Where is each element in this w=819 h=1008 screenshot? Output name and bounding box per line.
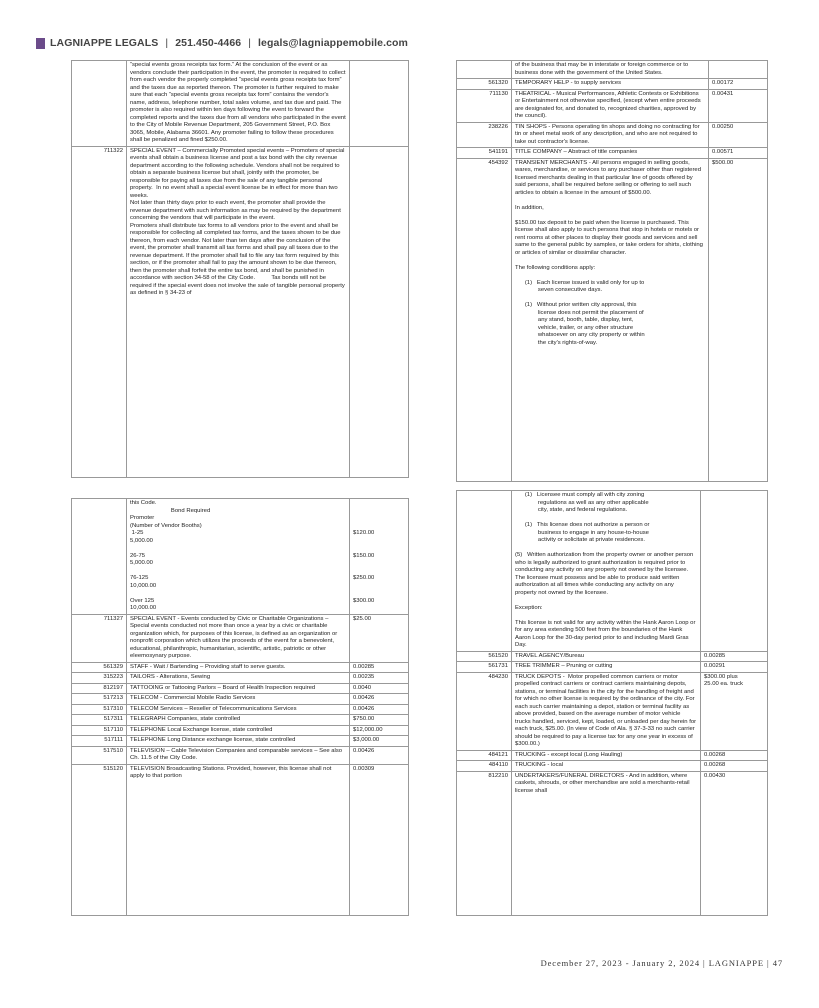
table-row bbox=[457, 673, 767, 751]
license-code: 561320 bbox=[488, 80, 508, 86]
separator: | bbox=[703, 958, 709, 968]
email: legals@lagniappemobile.com bbox=[258, 37, 408, 49]
license-description: TEMPORARY HELP - to supply services bbox=[511, 79, 709, 89]
license-rate: 0.00431 bbox=[712, 90, 734, 97]
table-row bbox=[457, 159, 767, 482]
license-code: 561731 bbox=[488, 663, 508, 669]
license-code: 484230 bbox=[488, 673, 508, 680]
table-row bbox=[457, 662, 767, 673]
license-rate: $500.00 bbox=[712, 159, 734, 166]
license-rate: 0.00285 bbox=[704, 652, 726, 659]
license-description: SPECIAL EVENT - Events conducted by Civic or Charitable Organizations – Special events conducted not more than once a year by a civic or charitable organization which, for purposes of this license, is defined as an organization or nonprofit corporation which utilizes the proceeds of the event for a benevolent, educational, philanthropic, humanitarian, scientific, artistic, patriotic or other eleemosynary purpose. bbox=[126, 615, 350, 662]
license-code: 454392 bbox=[488, 159, 508, 166]
license-rate: 0.00172 bbox=[712, 80, 734, 86]
page-header bbox=[36, 36, 408, 50]
table-row bbox=[72, 765, 408, 916]
table-row bbox=[457, 61, 767, 79]
license-description: TITLE COMPANY – Abstract of title companies bbox=[511, 148, 709, 158]
brand-square-icon bbox=[36, 38, 45, 49]
table-row bbox=[457, 123, 767, 149]
license-code: 238226 bbox=[488, 123, 508, 130]
brand-name: LAGNIAPPE LEGALS bbox=[50, 37, 159, 49]
license-rate: 0.0040 bbox=[353, 684, 372, 691]
table-row bbox=[72, 715, 408, 726]
license-rate: $750.00 bbox=[353, 716, 375, 722]
license-rate: 0.00426 bbox=[353, 705, 375, 712]
license-description: of the business that may be in interstate or foreign commerce or to business done with the government of the United States. bbox=[511, 61, 709, 78]
table-row bbox=[457, 652, 767, 663]
license-code: 517311 bbox=[103, 716, 123, 722]
table-row bbox=[72, 663, 408, 674]
table-row bbox=[457, 772, 767, 916]
phone: 251.450-4466 bbox=[175, 37, 242, 49]
license-code: 561520 bbox=[488, 652, 508, 659]
footer-page-number: 47 bbox=[772, 958, 783, 968]
license-code: 517213 bbox=[103, 695, 123, 701]
license-rate: 0.00309 bbox=[353, 765, 375, 772]
page-footer bbox=[541, 958, 783, 968]
license-code: 561329 bbox=[103, 663, 123, 670]
license-description: STAFF - Wait / Bartending – Providing staff to serve guests. bbox=[126, 663, 350, 673]
license-description: TELEVISION Broadcasting Stations. Provided, however, this license shall not apply to that portion bbox=[126, 765, 350, 916]
license-code: 515120 bbox=[103, 765, 123, 772]
legal-table-top-right bbox=[456, 60, 768, 482]
license-rate bbox=[709, 61, 767, 78]
table-row bbox=[72, 726, 408, 737]
legal-table-top-left bbox=[71, 60, 409, 478]
license-rate: 0.00571 bbox=[712, 149, 734, 155]
table-row bbox=[72, 684, 408, 695]
license-description: “special events gross receipts tax form.” At the conclusion of the event or as vendors conclude their participation in the event, the promoter is required to collect from each vendor the properly completed “special events gross receipts tax form” and the taxes due as reported thereon. The promoter is further required to make sure that each “special events gross receipts tax form” contains the vendor's name, address, telephone number, total sales volume, and tax due and paid. The promoter is also required within ten days following the event to forward the completed reports and the taxes due from all vendors who participated in the event to the City of Mobile Revenue Department, 205 Government Street, P.O. Box 3065, Mobile, Alabama 36601. Any promoter failing to follow these procedures shall be penalized and fined $250.00. bbox=[126, 61, 350, 146]
license-code: 517110 bbox=[103, 726, 123, 733]
license-code: 484121 bbox=[488, 751, 508, 758]
license-code: 517111 bbox=[104, 737, 123, 743]
table-row bbox=[457, 751, 767, 762]
table-row bbox=[72, 736, 408, 747]
footer-date: December 27, 2023 - January 2, 2024 bbox=[540, 958, 701, 968]
license-description: TRAVEL AGENCY/Bureau bbox=[511, 652, 701, 662]
license-rate bbox=[701, 491, 767, 651]
table-row bbox=[457, 761, 767, 772]
separator: | bbox=[248, 37, 252, 49]
table-row bbox=[457, 491, 767, 652]
separator: | bbox=[767, 958, 773, 968]
license-rate: 0.00430 bbox=[704, 772, 726, 779]
license-description: TELEVISION – Cable Television Companies and comparable services – See also Ch. 11.5 of the City Code. bbox=[126, 747, 350, 764]
license-rate: 0.00268 bbox=[704, 762, 726, 768]
license-code: 517310 bbox=[103, 705, 123, 712]
table-row bbox=[72, 499, 408, 615]
legal-table-bottom-left bbox=[71, 498, 409, 916]
license-description: TREE TRIMMER – Pruning or cutting bbox=[511, 662, 701, 672]
license-rate: $120.00 $150.00 $250.00 $300.00 bbox=[353, 530, 375, 604]
license-rate: $3,000.00 bbox=[353, 737, 380, 743]
license-rate: 0.00426 bbox=[353, 747, 375, 754]
license-description: TELECOM Services – Reseller of Telecommunications Services bbox=[126, 705, 350, 715]
table-row bbox=[72, 747, 408, 765]
license-code: 711130 bbox=[489, 90, 508, 97]
table-row bbox=[457, 90, 767, 123]
license-code: 541191 bbox=[488, 149, 508, 155]
license-description: TELECOM - Commercial Mobile Radio Services bbox=[126, 694, 350, 704]
license-description: SPECIAL EVENT – Commercially Promoted special events – Promoters of special events shall obtain a business license and post a tax bond with the city revenue department according to the following schedule. Vendors shall not be required to obtain a separate business license but shall, jointly with the promoter, be responsible for paying all taxes due from the sale of any tangible personal property. In no event shall a special event license be in effect for more than two weeks. Not later than thirty days prior to each event, the promoter shall provide the revenue department with such information as may be required by the department concerning the vendors that will participate in the event. Promoters shall distribute tax forms to all vendors prior to the event and shall be responsible for collecting all completed tax forms, and the taxes shown to be due thereon, from each vendor. Not later than ten days after the conclusion of the event, the promoter shall transmit all tax forms and shall pay all taxes due to the revenue department. If the promoter shall fail to file any tax form required by this section, or if the promoter shall fail to pay the amount shown to be due thereon, then the promoter shall forfeit the entire tax bond, and shall be punished in accordance with section 34-58 of the City Code. Tax bonds will not be required if the special event does not involve the sale of tangible personal property as defined in § 34-23 of bbox=[126, 147, 350, 478]
license-rate bbox=[350, 61, 408, 146]
license-code bbox=[457, 61, 511, 78]
license-code: 812197 bbox=[103, 684, 123, 691]
license-code bbox=[72, 61, 126, 146]
license-description: TAILORS - Alterations, Sewing bbox=[126, 673, 350, 683]
license-code: 711327 bbox=[103, 615, 123, 622]
table-row bbox=[457, 148, 767, 159]
license-description: TELEGRAPH Companies, state controlled bbox=[126, 715, 350, 725]
license-rate bbox=[350, 147, 408, 478]
license-description: this Code. Bond Required Promoter (Number of Vendor Booths) 1-25 5,000.00 26-75 5,000.00 76-125 10,000.00 Over 125 10,000.00 bbox=[126, 499, 350, 614]
license-code: 315223 bbox=[103, 674, 123, 680]
license-description: TRANSIENT MERCHANTS - All persons engaged in selling goods, wares, merchandise, or services to any purchaser other than registered licensed merchants dealing in that particular line of goods offered by said persons, shall be required before selling or offering to sell such articles to obtain a license in the amount of $500.00. In addition, $150.00 tax deposit to be paid when the license is purchased. This license shall also apply to such persons that stop in hotels or motels or rent rooms at other places to display their goods and services and sell same to the general public by samples, or take orders for shirts, clothing or articles of similar or dissimilar character. The following conditions apply: (1) Each license issued is valid only for up to seven consecutive days. (1) Without prior written city approval, this license does not permit the placement of any stand, booth, table, display, tent, vehicle, trailer, or any other structure whatsoever on any city property or within the city's rights-of-way. bbox=[511, 159, 709, 482]
license-description: TELEPHONE Long Distance exchange license, state controlled bbox=[126, 736, 350, 746]
license-description: (1) Licensee must comply all with city zoning regulations as well as any other applicable city, state, and federal regulations. (1) This license does not authorize a person or business to engage in any house-to-house activity or solicitate at private residences. (5) Written authorization from the property owner or another person who is legally authorized to grant authorization is required prior to conducting any activity on any property not owned by the licensee. The licensee must possess and be able to produce said written authorization at all times while conducting any activity on any property not owned by the licensee. Exception: This license is not valid for any activity within the Hank Aaron Loop or for any area extending 500 feet from the boundaries of the Hank Aaron Loop for the 30-day period prior to and including Mardi Gras Day. bbox=[511, 491, 701, 651]
legal-table-bottom-right bbox=[456, 490, 768, 916]
table-row bbox=[72, 694, 408, 705]
license-rate: 0.00291 bbox=[704, 663, 726, 669]
license-rate: 0.00235 bbox=[353, 674, 375, 680]
license-code: 517510 bbox=[103, 747, 123, 754]
table-row bbox=[72, 673, 408, 684]
license-description: TIN SHOPS - Persons operating tin shops and doing no contracting for tin or sheet metal work of any description, and who are not required to take out contractor's license. bbox=[511, 123, 709, 148]
table-row bbox=[72, 61, 408, 147]
table-row bbox=[72, 147, 408, 478]
license-rate: 0.00285 bbox=[353, 663, 375, 670]
license-code bbox=[72, 499, 126, 614]
license-description: TRUCK DEPOTS - Motor propelled common carriers or motor propelled contract carriers or contract carriers maintaining depots, stations, or terminal facilities in the city for the handling of freight and for which no other license is required by the ordinance of the city. For each such carrier maintaining a depot, station or terminal facility as above provided, based on the average number of motor vehicle trucks handled, serviced, kept, loaded, or unloaded per day herein for each truck, $25.00. (In view of Code of Ala. § 37-3-33 no such carrier should be required to pay a license tax for any one year in excess of $300.00.) bbox=[511, 673, 701, 750]
license-description: TELEPHONE Local Exchange license, state controlled bbox=[126, 726, 350, 736]
license-rate: 0.00426 bbox=[353, 695, 375, 701]
license-code: 812210 bbox=[488, 772, 508, 779]
license-rate: $12,000.00 bbox=[353, 726, 383, 733]
license-description: TRUCKING - except local (Long Hauling) bbox=[511, 751, 701, 761]
license-description: UNDERTAKERS/FUNERAL DIRECTORS - And in addition, where caskets, shrouds, or other merchandise are sold a merchants-retail license shall bbox=[511, 772, 701, 916]
license-rate: $25.00 bbox=[353, 615, 372, 622]
license-code: 711322 bbox=[103, 147, 123, 154]
table-row bbox=[457, 79, 767, 90]
separator: | bbox=[165, 37, 169, 49]
license-rate: 0.00268 bbox=[704, 751, 726, 758]
license-rate: $300.00 plus 25.00 ea. truck bbox=[704, 673, 743, 687]
license-description: THEATRICAL - Musical Performances, Athletic Contests or Exhibitions or Entertainment not otherwise specified, (except when entire proceeds are designated for, and donated to, recognized charities, approved by the council). bbox=[511, 90, 709, 122]
table-row bbox=[72, 705, 408, 716]
license-rate: 0.00250 bbox=[712, 123, 734, 130]
footer-publication: LAGNIAPPE bbox=[708, 958, 765, 968]
license-description: TATTOOING or Tattooing Parlors – Board of Health Inspection required bbox=[126, 684, 350, 694]
license-description: TRUCKING - local bbox=[511, 761, 701, 771]
license-code: 484110 bbox=[488, 762, 508, 768]
table-row bbox=[72, 615, 408, 663]
license-code bbox=[457, 491, 511, 651]
